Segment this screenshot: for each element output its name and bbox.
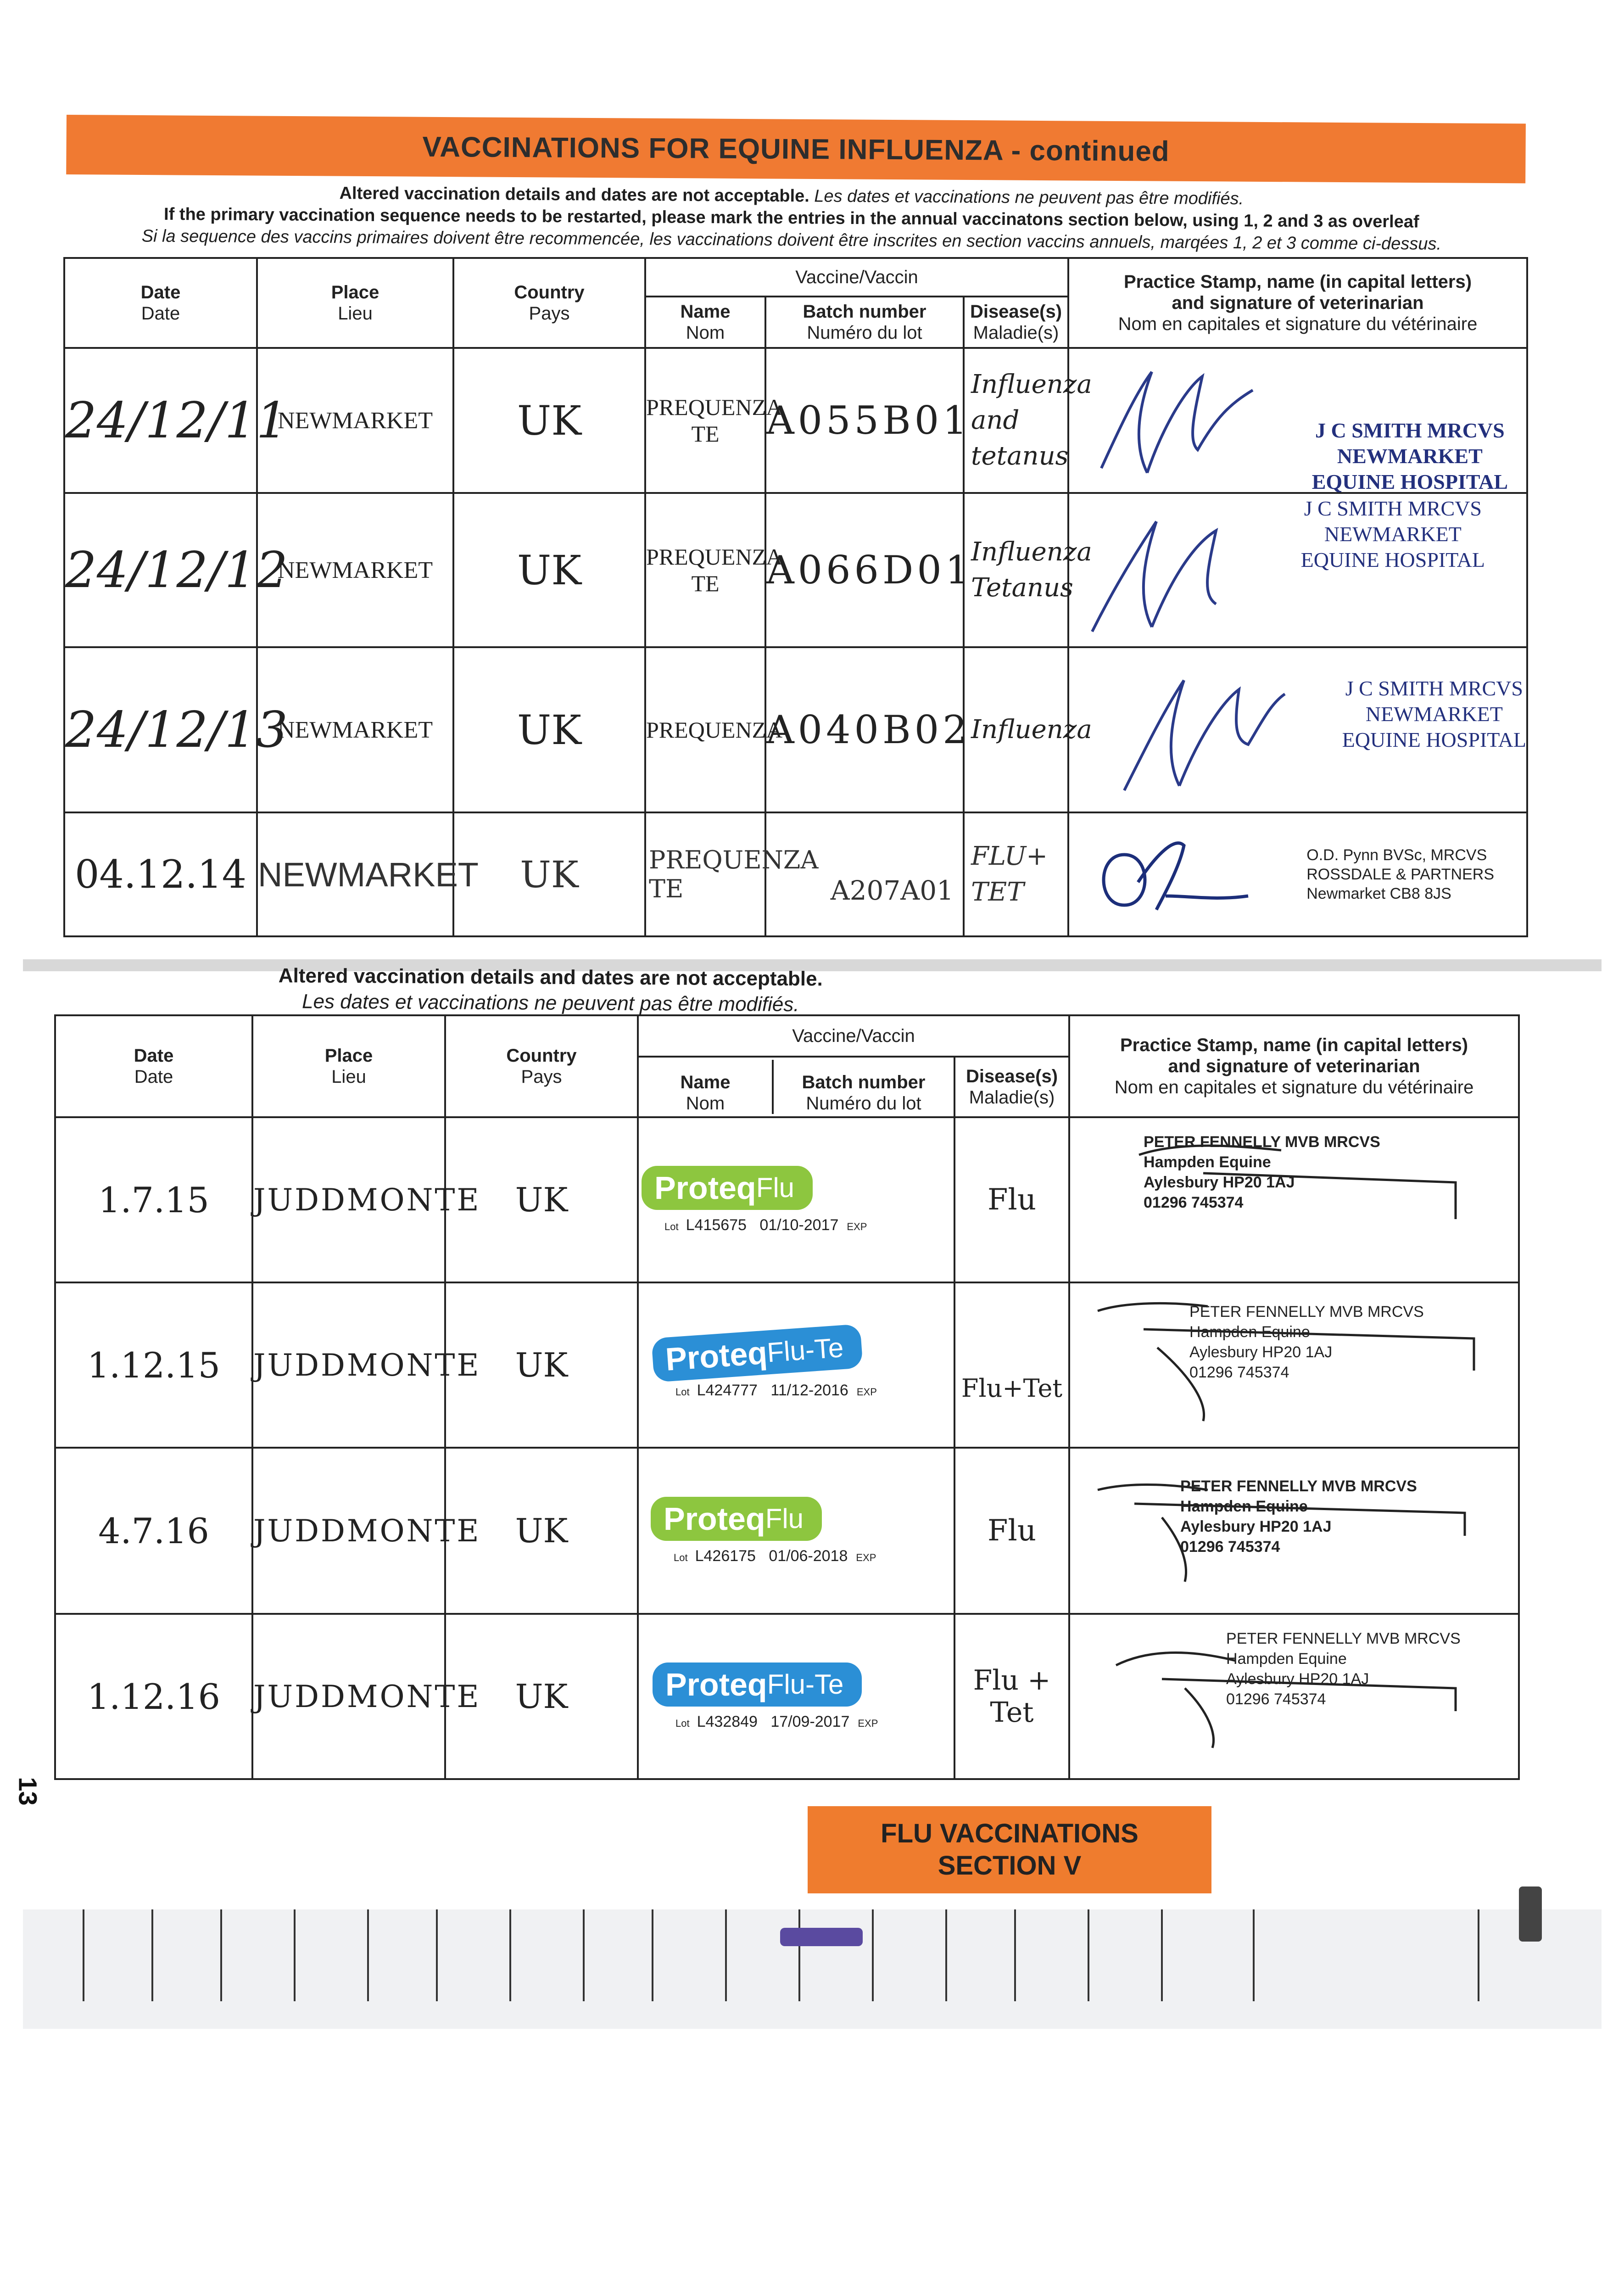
stamp-cell: PETER FENNELLY MVB MRCVS Hampden Equine Aylesbury HP20 1AJ 01296 745374	[1069, 1117, 1519, 1282]
table-row	[64, 812, 1527, 936]
vaccine-name-cell: PREQUENZA TE	[645, 493, 765, 647]
country-cell: UK	[445, 1448, 638, 1614]
header-name: Name Nom	[645, 297, 765, 348]
header-date: Date Date	[55, 1015, 252, 1117]
stamp-cell: O.D. Pynn BVSc, MRCVS ROSSDALE & PARTNERS Newmarket CB8 8JS	[1068, 812, 1527, 936]
header-country: Country Pays	[453, 258, 645, 348]
section-label-box	[808, 1806, 1211, 1893]
date-cell: 1.7.15	[55, 1117, 252, 1282]
vaccine-label-cell: Proteq Flu Lot L415675 01/10-2017 EXP	[638, 1117, 954, 1282]
vaccine-name-cell: PREQUENZA TE	[645, 812, 765, 936]
table-row	[64, 493, 1527, 647]
header-name-batch: Name Nom Batch number Numéro du lot	[638, 1057, 954, 1117]
vaccine-name-cell: PREQUENZA TE	[645, 348, 765, 493]
table-row	[64, 348, 1527, 493]
grid-tick	[1014, 1909, 1016, 2001]
disease-cell: Flu + Tet	[954, 1614, 1069, 1779]
grid-tick	[436, 1909, 438, 2001]
country-cell: UK	[445, 1117, 638, 1282]
place-cell: NEWMARKET	[257, 812, 453, 936]
country-cell: UK	[453, 348, 645, 493]
date-cell: 24/12/13	[64, 647, 257, 812]
country-cell: UK	[445, 1282, 638, 1448]
section-label-line1: FLU VACCINATIONS	[881, 1819, 1138, 1848]
notice2-italic: Les dates et vaccinations ne peuvent pas être modifiés.	[301, 990, 799, 1016]
section-title-bar	[66, 115, 1526, 183]
date-cell: 24/12/11	[64, 348, 257, 493]
date-cell: 04.12.14	[64, 812, 257, 936]
stamp-cell: J C SMITH MRCVS NEWMARKET EQUINE HOSPITAL	[1068, 647, 1527, 812]
header-disease: Disease(s) Maladie(s)	[954, 1057, 1069, 1117]
disease-cell: FLU+ TET	[964, 812, 1068, 936]
next-page-edge	[23, 1909, 1602, 2029]
table-row	[64, 647, 1527, 812]
place-cell: JUDDMONTE	[252, 1614, 445, 1779]
vaccine-label-cell: Proteq Flu-Te Lot L424777 11/12-2016 EXP	[638, 1282, 954, 1448]
proteq-flu-label: Proteq Flu	[642, 1166, 813, 1210]
header-practice-stamp: Practice Stamp, name (in capital letters) and signature of veterinarian Nom en capitales et signature du vétérinaire	[1069, 1015, 1519, 1117]
vaccine-label-cell: Proteq Flu-Te Lot L432849 17/09-2017 EXP	[638, 1614, 954, 1779]
header-country: Country Pays	[445, 1015, 638, 1117]
grid-tick	[1161, 1909, 1163, 2001]
header-disease: Disease(s) Maladie(s)	[964, 297, 1068, 348]
disease-cell: Influenza Tetanus	[964, 493, 1068, 647]
header-vaccine: Vaccine/Vaccin	[645, 258, 1068, 297]
notice2-bold: Altered vaccination details and dates are not acceptable.	[278, 964, 823, 991]
stamp-cell: J C SMITH MRCVS NEWMARKET EQUINE HOSPITAL	[1068, 348, 1527, 493]
signature-icon	[1078, 512, 1271, 636]
table-row	[55, 1448, 1519, 1614]
corner-mark	[1519, 1886, 1542, 1942]
stamp-cell: PETER FENNELLY MVB MRCVS Hampden Equine Aylesbury HP20 1AJ 01296 745374	[1069, 1282, 1519, 1448]
disease-cell: Flu	[954, 1117, 1069, 1282]
grid-tick	[1253, 1909, 1255, 2001]
place-cell: JUDDMONTE	[252, 1282, 445, 1448]
place-cell: JUDDMONTE	[252, 1448, 445, 1614]
grid-tick	[220, 1909, 222, 2001]
grid-tick	[1478, 1909, 1479, 2001]
table-row	[55, 1282, 1519, 1448]
notice-line-2: If the primary vaccination sequence needs to be restarted, please mark the entries in the annual vaccinatons section below, using 1, 2 and 3 as overleaf	[163, 204, 1419, 232]
header-batch: Batch number Numéro du lot	[765, 297, 964, 348]
proteq-flu-label: Proteq Flu	[651, 1497, 822, 1541]
grid-tick	[83, 1909, 84, 2001]
place-cell: NEWMARKET	[257, 647, 453, 812]
page-title: VACCINATIONS FOR EQUINE INFLUENZA - continued	[422, 131, 1170, 168]
section-label-line2: SECTION V	[938, 1851, 1082, 1881]
grid-tick	[798, 1909, 800, 2001]
notice-italic: Les dates et vaccinations ne peuvent pas être modifiés.	[814, 186, 1244, 209]
vaccine-name-cell: PREQUENZA	[645, 647, 765, 812]
batch-cell: A066D01	[765, 493, 964, 647]
grid-tick	[872, 1909, 874, 2001]
country-cell: UK	[453, 812, 645, 936]
grid-tick	[294, 1909, 296, 2001]
disease-cell: Influenza	[964, 647, 1068, 812]
disease-cell: Influenza and tetanus	[964, 348, 1068, 493]
place-cell: NEWMARKET	[257, 493, 453, 647]
vaccine-label-cell: Proteq Flu Lot L426175 01/06-2018 EXP	[638, 1448, 954, 1614]
page-number: 13	[13, 1777, 43, 1806]
signature-icon	[1088, 827, 1253, 919]
vaccination-table-1	[63, 257, 1528, 937]
batch-cell: A207A01	[765, 812, 964, 936]
header-date: Date Date	[64, 258, 257, 348]
notice-line-3: Si la sequence des vaccins primaires doivent être recommencée, les vaccinations doivent être inscrites en section vaccins annuels, marqées 1, 2 et 3 comme ci-dessus.	[141, 226, 1442, 254]
table-row	[55, 1614, 1519, 1779]
header-vaccine: Vaccine/Vaccin	[638, 1015, 1069, 1057]
header-place: Place Lieu	[252, 1015, 445, 1117]
date-cell: 1.12.16	[55, 1614, 252, 1779]
date-cell: 1.12.15	[55, 1282, 252, 1448]
proteq-flu-te-label: Proteq Flu-Te	[651, 1324, 863, 1383]
grid-tick	[1088, 1909, 1089, 2001]
header-practice-stamp: Practice Stamp, name (in capital letters) and signature of veterinarian Nom en capitales et signature du vétérinaire	[1068, 258, 1527, 348]
notice-bold: Altered vaccination details and dates are not acceptable.	[339, 184, 809, 206]
purple-mark	[780, 1928, 863, 1946]
date-cell: 24/12/12	[64, 493, 257, 647]
stamp-cell: J C SMITH MRCVS NEWMARKET EQUINE HOSPITAL	[1068, 493, 1527, 647]
stamp-cell: PETER FENNELLY MVB MRCVS Hampden Equine Aylesbury HP20 1AJ 01296 745374	[1069, 1614, 1519, 1779]
grid-tick	[509, 1909, 511, 2001]
place-cell: NEWMARKET	[257, 348, 453, 493]
signature-icon	[1083, 363, 1276, 482]
signature-icon	[1111, 666, 1303, 795]
place-cell: JUDDMONTE	[252, 1117, 445, 1282]
country-cell: UK	[453, 647, 645, 812]
grid-tick	[151, 1909, 153, 2001]
stamp-cell: PETER FENNELLY MVB MRCVS Hampden Equine Aylesbury HP20 1AJ 01296 745374	[1069, 1448, 1519, 1614]
grid-tick	[583, 1909, 585, 2001]
header-place: Place Lieu	[257, 258, 453, 348]
grid-tick	[945, 1909, 947, 2001]
batch-cell: A055B01	[765, 348, 964, 493]
grid-tick	[652, 1909, 653, 2001]
disease-cell: Flu+Tet	[954, 1282, 1069, 1448]
proteq-flu-te-label: Proteq Flu-Te	[653, 1662, 862, 1707]
date-cell: 4.7.16	[55, 1448, 252, 1614]
country-cell: UK	[453, 493, 645, 647]
country-cell: UK	[445, 1614, 638, 1779]
disease-cell: Flu	[954, 1448, 1069, 1614]
grid-tick	[367, 1909, 369, 2001]
grid-tick	[725, 1909, 727, 2001]
batch-cell: A040B02	[765, 647, 964, 812]
table-row	[55, 1117, 1519, 1282]
vaccination-table-2	[54, 1014, 1520, 1780]
